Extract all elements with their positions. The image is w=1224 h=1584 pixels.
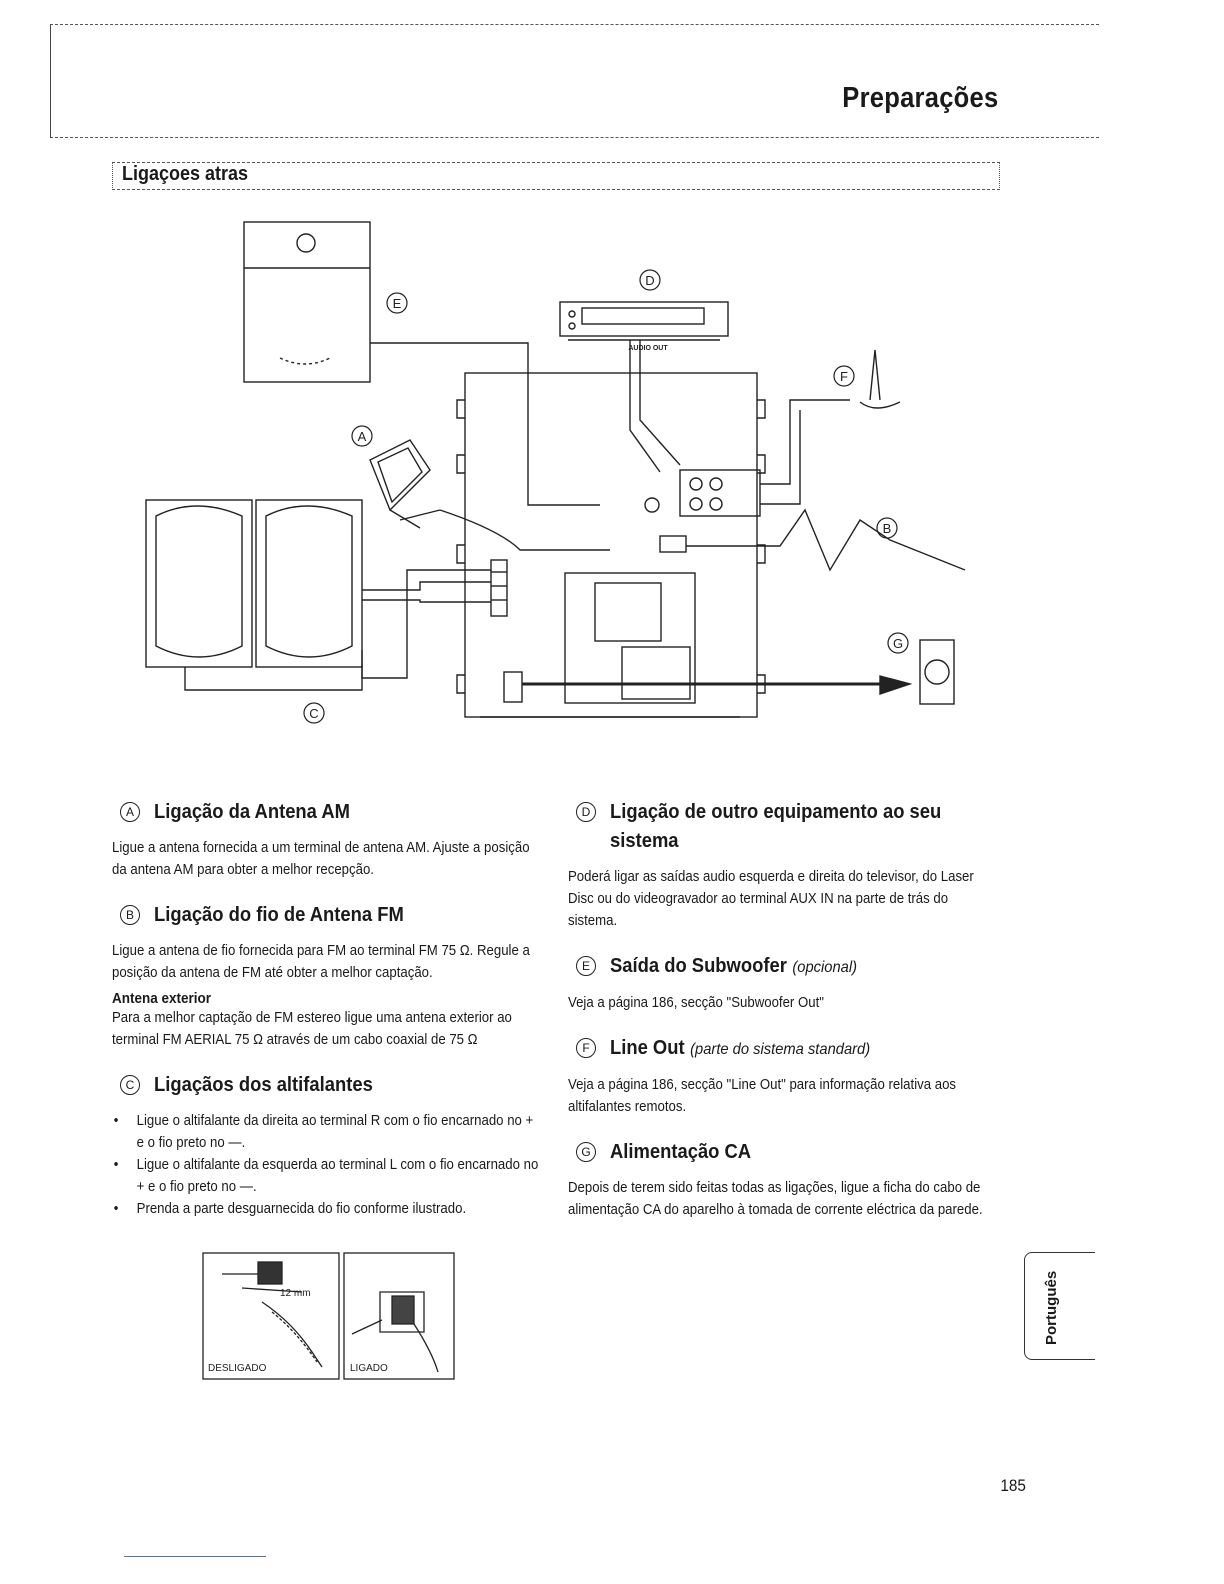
heading-f-title: Line Out xyxy=(610,1037,685,1059)
heading-b xyxy=(112,901,552,930)
language-tab-label: Português xyxy=(1043,1270,1060,1345)
subwoofer-illustration xyxy=(244,222,370,382)
wall-socket xyxy=(920,640,954,704)
subhead-antena-exterior: Antena exterior xyxy=(112,990,212,1007)
dimension-label: 12 mm xyxy=(280,1288,311,1299)
circle-letter-f: F xyxy=(576,1038,596,1058)
heading-b-title: Ligação do fio de Antena FM xyxy=(154,904,404,926)
heading-e-optional: (opcional) xyxy=(792,959,858,976)
audio-cable-1 xyxy=(630,340,660,472)
paragraph-e: Veja a página 186, secção "Subwoofer Out" xyxy=(568,994,824,1011)
label-c: C xyxy=(309,706,319,721)
heading-f-text xyxy=(610,1034,870,1064)
heading-g-title: Alimentação CA xyxy=(610,1141,752,1163)
on-label: LIGADO xyxy=(350,1363,388,1374)
paragraph-a: Ligue a antena fornecida a um terminal de antena AM. Ajuste a posição da antena AM para obter a melhor recepção. xyxy=(112,839,530,878)
vcr-illustration xyxy=(560,302,728,340)
connection-diagram xyxy=(140,210,980,750)
circle-letter-d: D xyxy=(576,802,596,822)
heading-d-title: Ligação de outro equipamento ao seu sistema xyxy=(610,801,942,852)
heading-f-optional: (parte do sistema standard) xyxy=(690,1041,871,1058)
right-column xyxy=(568,798,1008,1241)
line-out-cable xyxy=(760,400,850,484)
heading-g xyxy=(568,1138,1008,1167)
label-g: G xyxy=(892,636,904,651)
circle-letter-c: C xyxy=(120,1075,140,1095)
page-title: Preparações xyxy=(841,82,998,114)
circle-letter-a: A xyxy=(120,802,140,822)
paragraph-f: Veja a página 186, secção "Line Out" para informação relativa aos altifalantes remotos. xyxy=(568,1076,957,1115)
heading-a-title: Ligação da Antena AM xyxy=(154,801,350,823)
section-title: Ligaçoes atras xyxy=(122,163,249,185)
bullet-item: • Prenda a parte desguarnecida do fio conforme ilustrado. xyxy=(112,1198,543,1220)
page-number: 185 xyxy=(1000,1476,1026,1495)
main-unit-rear xyxy=(457,373,765,717)
wire-terminal-figure xyxy=(202,1252,456,1382)
speaker-right xyxy=(256,500,362,667)
bullet-item: • Ligue o altifalante da esquerda ao terminal L com o fio encarnado no + e o fio preto no —. xyxy=(112,1154,543,1198)
paragraph-b: Ligue a antena de fio fornecida para FM ao terminal FM 75 Ω. Regule a posição da antena de FM até obter a melhor captação. xyxy=(112,942,530,981)
speaker-left xyxy=(146,500,252,667)
paragraph-g: Depois de terem sido feitas todas as ligações, ligue a ficha do cabo de alimentação CA do aparelho à tomada de corrente eléctrica da parede. xyxy=(568,1179,983,1218)
heading-c-title: Ligaçãos dos altifalantes xyxy=(154,1074,373,1096)
heading-e xyxy=(568,952,1008,982)
subwoofer-cable xyxy=(370,343,600,505)
speaker-bullets xyxy=(112,1110,543,1220)
heading-d xyxy=(568,798,1008,856)
heading-a xyxy=(112,798,552,827)
heading-f xyxy=(568,1034,1008,1064)
circle-letter-g: G xyxy=(576,1142,596,1162)
heading-c xyxy=(112,1071,552,1100)
footer-rule xyxy=(124,1556,266,1557)
label-e: E xyxy=(392,296,402,311)
paragraph-b-exterior: Para a melhor captação de FM estereo ligue uma antena exterior ao terminal FM AERIAL 75 Ω através de um cabo coaxial de 75 Ω xyxy=(112,1009,512,1048)
label-d: D xyxy=(645,273,655,288)
paragraph-d: Poderá ligar as saídas audio esquerda e direita do televisor, do Laser Disc ou do videogravador ao terminal AUX IN na parte de trás do sistema. xyxy=(568,868,974,929)
line-out-antenna xyxy=(860,350,900,408)
circle-letter-e: E xyxy=(576,956,596,976)
heading-e-text xyxy=(610,952,857,982)
circle-letter-b: B xyxy=(120,905,140,925)
label-f: F xyxy=(840,369,848,384)
heading-e-title: Saída do Subwoofer xyxy=(610,955,787,977)
audio-out-label: AUDIO OUT xyxy=(628,345,668,352)
label-a: A xyxy=(357,429,367,444)
left-column xyxy=(112,798,552,1220)
off-label: DESLIGADO xyxy=(208,1363,267,1374)
fm-antenna-wire xyxy=(686,510,965,570)
audio-cable-2 xyxy=(640,340,680,465)
label-b: B xyxy=(882,521,892,536)
bullet-item: • Ligue o altifalante da direita ao terminal R com o fio encarnado no + e o fio preto no —. xyxy=(112,1110,543,1154)
am-loop-antenna xyxy=(370,440,610,550)
page-header-frame xyxy=(50,24,1099,138)
